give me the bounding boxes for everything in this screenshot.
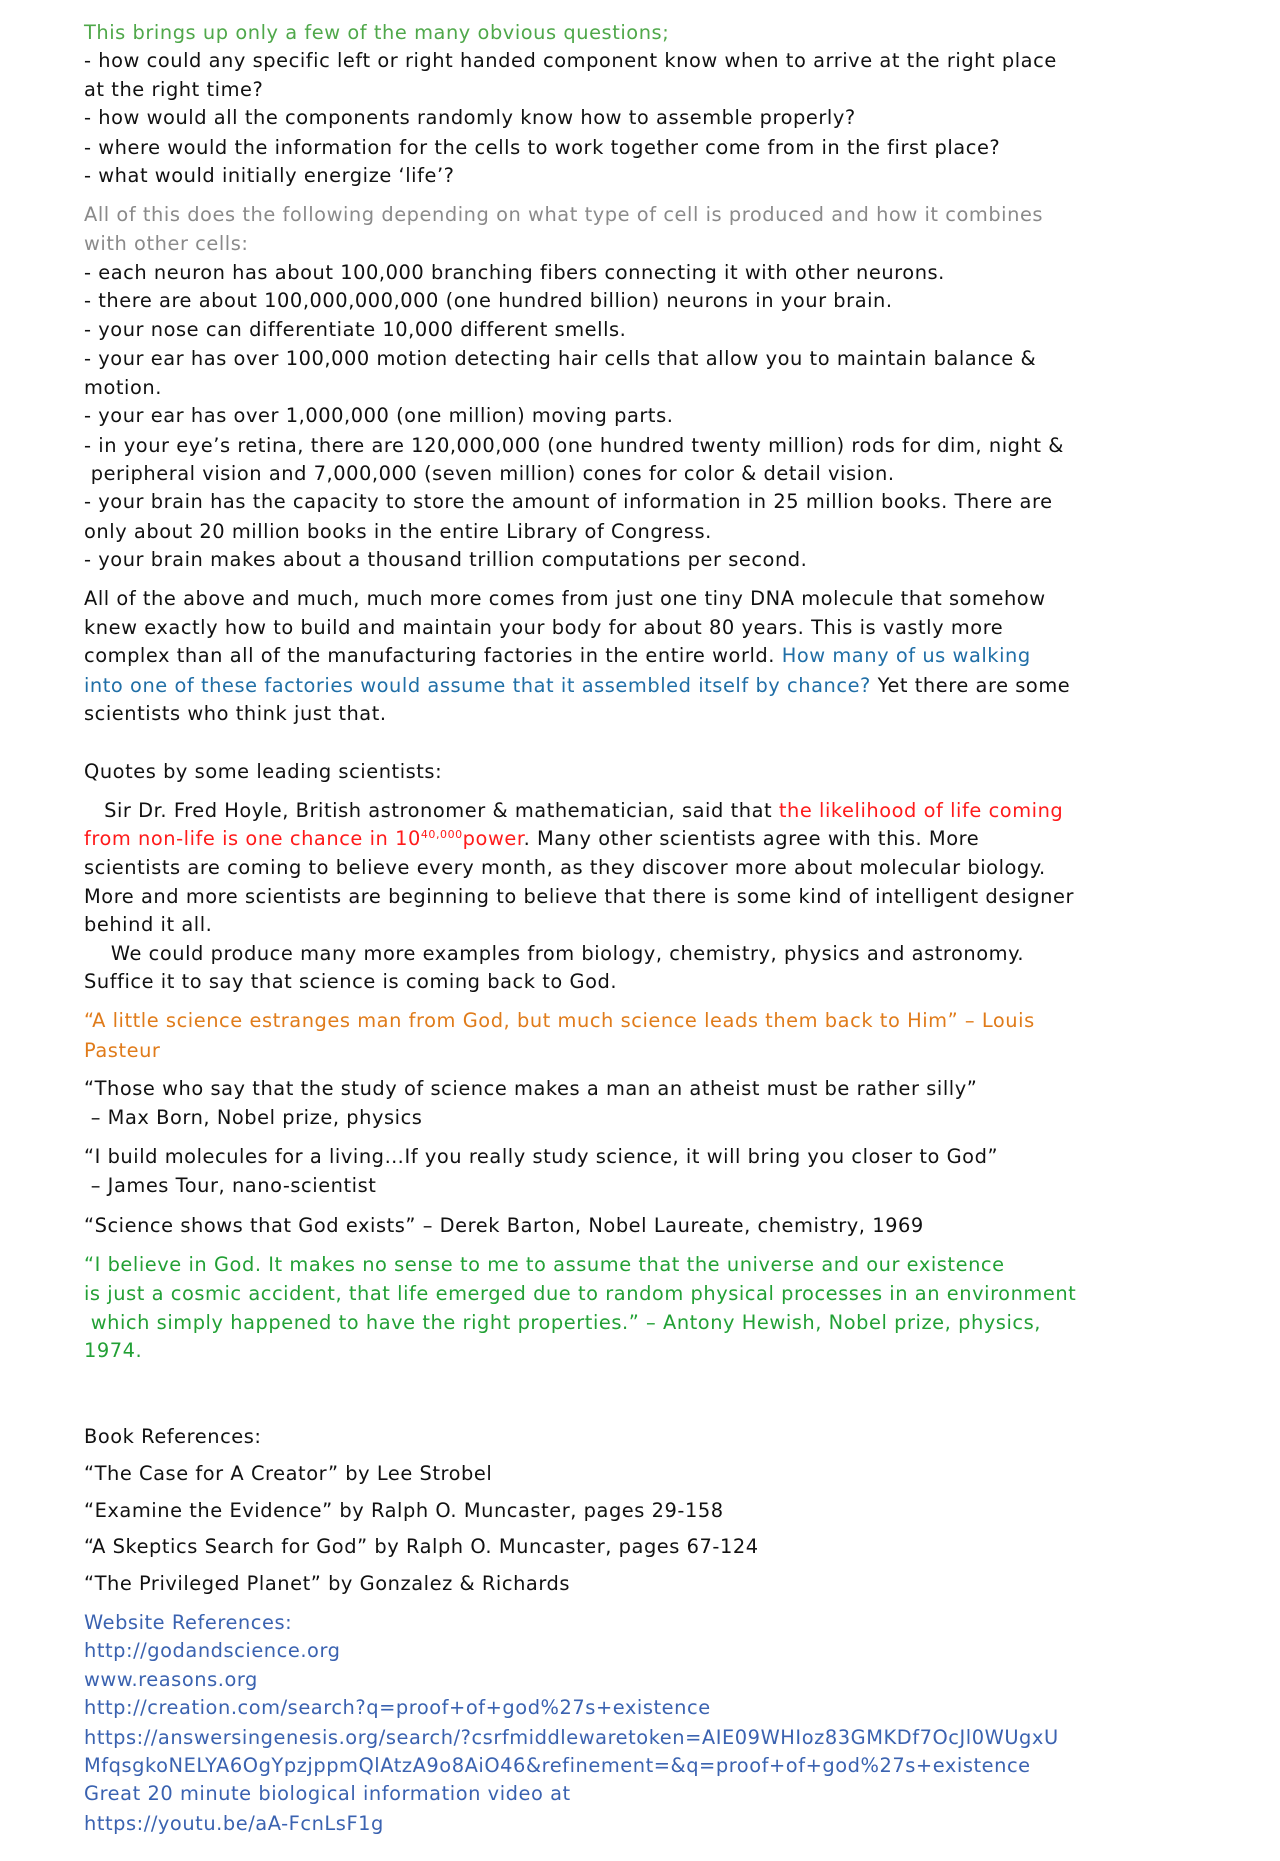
hoyle-paragraph-line: behind it all. xyxy=(84,913,213,936)
quote-hewish: 1974. xyxy=(84,1339,143,1362)
book-reference-item: “The Privileged Planet” by Gonzalez & Richards xyxy=(84,1572,571,1595)
fact-line: - your brain has the capacity to store the amount of information in 25 million books. There are xyxy=(84,490,1053,513)
facts-intro: All of this does the following depending on what type of cell is produced and how it combines xyxy=(84,203,1044,226)
book-reference-item: “Examine the Evidence” by Ralph O. Muncaster, pages 29-158 xyxy=(84,1499,724,1522)
book-reference-item: “The Case for A Creator” by Lee Strobel xyxy=(84,1462,493,1485)
question-line: - how would all the components randomly know how to assemble properly? xyxy=(84,106,856,129)
book-references-heading: Book References: xyxy=(84,1425,262,1448)
quotes-heading: Quotes by some leading scientists: xyxy=(84,760,443,783)
hoyle-highlight-text: the likelihood of life coming xyxy=(778,799,1064,822)
fact-line: - each neuron has about 100,000 branching fibers connecting it with other neurons. xyxy=(84,261,945,284)
questions-intro: This brings up only a few of the many obvious questions; xyxy=(84,21,670,44)
dna-plain-text: complex than all of the manufacturing factories in the entire world. xyxy=(84,644,782,667)
hoyle-paragraph-line: We could produce many more examples from biology, chemistry, physics and astronomy. xyxy=(84,942,1025,965)
fact-line: - your nose can differentiate 10,000 different smells. xyxy=(84,318,627,341)
quote-born: “Those who say that the study of science makes a man an atheist must be rather silly” xyxy=(84,1077,978,1100)
video-label: Great 20 minute biological information video at xyxy=(84,1782,571,1805)
fact-line: motion. xyxy=(84,376,162,399)
fact-line: - your ear has over 1,000,000 (one million) moving parts. xyxy=(84,404,674,427)
hoyle-paragraph-line: scientists are coming to believe every month, as they discover more about molecular biology. xyxy=(84,856,1046,879)
fact-line: - your brain makes about a thousand trillion computations per second. xyxy=(84,548,808,571)
exponent-superscript: 40,000 xyxy=(420,828,463,841)
hoyle-paragraph-line xyxy=(84,825,979,853)
website-link[interactable]: http://godandscience.org xyxy=(84,1639,341,1662)
dna-paragraph-line: All of the above and much, much more comes from just one tiny DNA molecule that somehow xyxy=(84,587,1046,610)
website-references-heading: Website References: xyxy=(84,1611,293,1634)
hoyle-paragraph-line: Suffice it to say that science is coming back to God. xyxy=(84,970,618,993)
question-line: at the right time? xyxy=(84,78,264,101)
dna-plain-text: Yet there are some xyxy=(870,674,1071,697)
website-link[interactable]: http://creation.com/search?q=proof+of+god%27s+existence xyxy=(84,1696,711,1719)
dna-highlight-text: How many of us walking xyxy=(781,644,1031,667)
dna-paragraph-line xyxy=(84,672,1070,700)
fact-line: - there are about 100,000,000,000 (one hundred billion) neurons in your brain. xyxy=(84,289,893,312)
dna-paragraph-line xyxy=(84,642,1031,670)
quote-tour: “I build molecules for a living…If you really study science, it will bring you closer to God” xyxy=(84,1145,999,1168)
hoyle-highlight-text: from non-life is one chance in 10 xyxy=(84,827,421,850)
quote-tour-attribution: – James Tour, nano-scientist xyxy=(84,1174,377,1197)
dna-highlight-text: into one of these factories would assume that it assembled itself by chance? xyxy=(84,674,871,697)
quote-barton: “Science shows that God exists” – Derek Barton, Nobel Laureate, chemistry, 1969 xyxy=(84,1214,924,1237)
website-link[interactable]: www.reasons.org xyxy=(84,1668,258,1691)
fact-line: - your ear has over 100,000 motion detecting hair cells that allow you to maintain balance & xyxy=(84,347,1037,370)
hoyle-paragraph-line xyxy=(84,797,1063,825)
facts-intro: with other cells: xyxy=(84,232,249,255)
fact-line: - in your eye’s retina, there are 120,000,000 (one hundred twenty million) rods for dim, night & xyxy=(84,434,1064,457)
dna-paragraph-line: scientists who think just that. xyxy=(84,702,387,725)
fact-line: only about 20 million books in the entire Library of Congress. xyxy=(84,520,712,543)
dna-paragraph-line: knew exactly how to build and maintain your body for about 80 years. This is vastly more xyxy=(84,616,1004,639)
hoyle-plain-text: . Many other scientists agree with this. More xyxy=(523,827,980,850)
fact-line: peripheral vision and 7,000,000 (seven million) cones for color & detail vision. xyxy=(84,462,895,485)
hoyle-plain-text: Sir Dr. Fred Hoyle, British astronomer & mathematician, said that xyxy=(84,799,779,822)
quote-hewish: “I believe in God. It makes no sense to me to assume that the universe and our existence xyxy=(84,1253,1005,1276)
website-link[interactable]: https://answersingenesis.org/search/?csrfmiddlewaretoken=AIE09WHIoz83GMKDf7OcJl0WUgxU xyxy=(84,1726,1059,1749)
quote-born-attribution: – Max Born, Nobel prize, physics xyxy=(84,1106,423,1129)
website-link[interactable]: MfqsgkoNELYA6OgYpzjppmQlAtzA9o8AiO46&refinement=&q=proof+of+god%27s+existence xyxy=(84,1754,1031,1777)
book-reference-item: “A Skeptics Search for God” by Ralph O. Muncaster, pages 67-124 xyxy=(84,1535,759,1558)
video-link[interactable]: https://youtu.be/aA-FcnLsF1g xyxy=(84,1812,384,1835)
quote-hewish: which simply happened to have the right properties.” – Antony Hewish, Nobel prize, physics, xyxy=(84,1311,1041,1334)
quote-pasteur: Pasteur xyxy=(84,1039,161,1062)
question-line: - how could any specific left or right handed component know when to arrive at the right place xyxy=(84,49,1057,72)
hoyle-paragraph-line: More and more scientists are beginning to believe that there is some kind of intelligent designer xyxy=(84,885,1075,908)
quote-hewish: is just a cosmic accident, that life emerged due to random physical processes in an environment xyxy=(84,1282,1077,1305)
hoyle-highlight-text: power xyxy=(462,827,524,850)
question-line: - where would the information for the cells to work together come from in the first place? xyxy=(84,136,1001,159)
question-line: - what would initially energize ‘life’? xyxy=(84,164,455,187)
quote-pasteur: “A little science estranges man from God, but much science leads them back to Him” – Louis xyxy=(84,1009,1035,1032)
